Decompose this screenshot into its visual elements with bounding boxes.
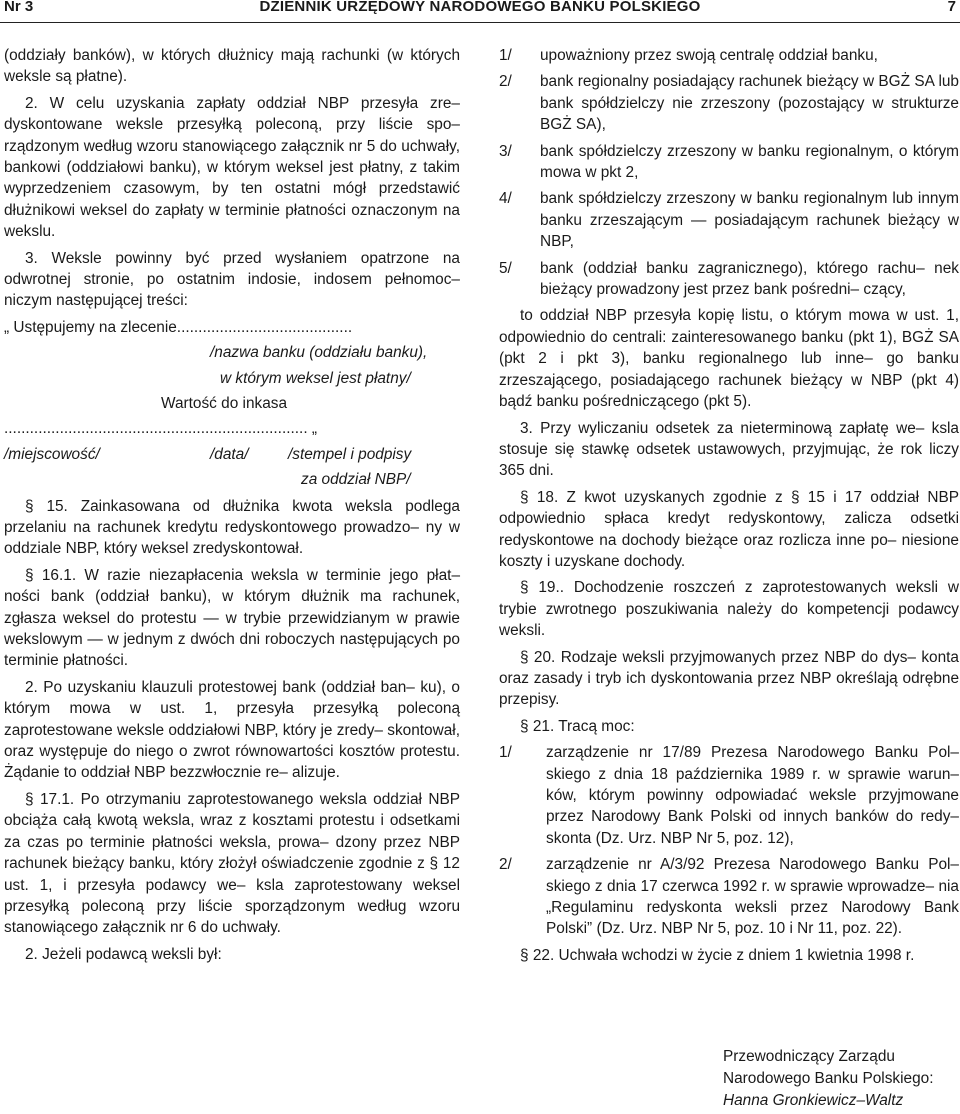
list-item: 1/ upoważniony przez swoją centralę oddział banku,: [499, 47, 878, 64]
list-item: 3/ bank spółdzielczy zrzeszony w banku regionalnym, o którym mowa w pkt 2,: [499, 142, 959, 182]
paragraph: to oddział NBP przesyła kopię listu, o którym mowa w ust. 1, odpowiednio do centrali: zainteresowanego banku (pkt 1), BGŻ SA (pkt 2 i pkt 3), banku regionalnego lub inne– go banku zrzeszającego, posiadającego rachunek bieżący w NBP (pkt 4) bądź banku pośredniczącego (pkt 5).: [499, 307, 959, 411]
paragraph: § 17.1. Po otrzymaniu zaprotestowanego weksla oddział NBP obciąża całą kwotą weksla, wraz z kosztami protestu i odsetkami za czas po terminie płatności weksla, prowa– dzony przez NBP rachunek bieżący banku, który złożył oświadczenie zgodnie z § 12 ust. 1, i przesyła podawcy we– ksla zaprotestowany weksel przesyłką poleconą przy liście sporządzonym według wzoru stanowiącego załącznik nr 6 do uchwały.: [4, 790, 460, 937]
paragraph: § 16.1. W razie niezapłacenia weksla w terminie jego płat– ności bank (oddział banku), w którym dłużnik ma rachunek, zgłasza weksel do protestu — w trybie przewidzianym w prawie wekslowym — w jednym z dwóch dni roboczych następujących po terminie płatności.: [4, 566, 460, 670]
list-item: 4/ bank spółdzielczy zrzeszony w banku regionalnym lub innym banku zrzeszającym — posiadającym rachunek bieżący w NBP,: [499, 190, 959, 251]
page-header: [0, 0, 960, 23]
paragraph: § 20. Rodzaje weksli przyjmowanych przez NBP do dys– konta oraz zasady i tryb ich dyskontowania przez NBP określają odrębne przepisy.: [499, 648, 959, 709]
paragraph: 2. Po uzyskaniu klauzuli protestowej bank (oddział ban– ku), o którym mowa w ust. 1, przesyła przesyłką poleconą zaprotestowane weksle oddziałowi NBP, który je zredy– skontował, oraz występuje do niego o zwrot równowartości kosztów protestu. Żądanie to oddział NBP bezzwłocznie re– alizuje.: [4, 678, 460, 782]
left-column: [4, 45, 460, 965]
form-place: /miejscowość/: [4, 445, 100, 463]
form-stamp: /stempel i podpisy: [288, 445, 412, 463]
right-column: [499, 45, 959, 966]
paragraph: § 15. Zainkasowana od dłużnika kwota weksla podlega przelaniu na rachunek kredytu redyskontowego prowadzo– ny w oddziale NBP, który weksel zredyskontował.: [4, 497, 460, 558]
form-line: w którym weksel jest płatny/: [220, 369, 411, 387]
list-item: 2/ zarządzenie nr A/3/92 Prezesa Narodowego Banku Pol– skiego z dnia 17 czerwca 1992 r. w sprawie wprowadze– nia „Regulaminu redyskonta weksli przez Narodowy Bank Polski” (Dz. Urz. NBP Nr 5, poz. 10 i Nr 11, poz. 22).: [499, 856, 959, 938]
page-number-right: 7: [947, 0, 956, 15]
paragraph: 3. Weksle powinny być przed wysłaniem opatrzone na odwrotnej stronie, po ostatnim indosie, indosem pełnomoc– niczym następującej treści:: [4, 249, 460, 310]
signatory-name: Hanna Gronkiewicz–Waltz: [723, 1092, 904, 1109]
paragraph: § 18. Z kwot uzyskanych zgodnie z § 15 i 17 oddział NBP odpowiednio spłaca kredyt redyskontowy, zalicza odsetki redyskontowe na dochody bieżące oraz rozlicza inne po– niesione koszty i uzyskane dochody.: [499, 488, 959, 570]
paragraph: § 21. Tracą moc:: [520, 717, 635, 735]
journal-title: DZIENNIK URZĘDOWY NARODOWEGO BANKU POLSKIEGO: [259, 0, 701, 15]
paragraph: 3. Przy wyliczaniu odsetek za nieterminową zapłatę we– ksla stosuje się stawkę odsetek ustawowych, przyjmując, że rok liczy 365 dni.: [499, 419, 959, 480]
paragraph: 2. Jeżeli podawcą weksli był:: [25, 945, 222, 963]
list-item: 1/ zarządzenie nr 17/89 Prezesa Narodowego Banku Pol– skiego z dnia 18 października 1989 r. w sprawie warun– ków, którym powinny odpowiadać weksle przyjmowane przez Narodowy Bank Polski od innych banków do redy– skonta (Dz. Urz. NBP Nr 5, poz. 12),: [499, 744, 959, 847]
paragraph: § 22. Uchwała wchodzi w życie z dniem 1 kwietnia 1998 r.: [520, 946, 915, 964]
signature-line: Przewodniczący Zarządu: [723, 1048, 895, 1065]
signature-line: Narodowego Banku Polskiego:: [723, 1070, 934, 1087]
list-item: 2/ bank regionalny posiadający rachunek bieżący w BGŻ SA lub bank spółdzielczy nie zrzeszony (pozostający w strukturze BGŻ SA),: [499, 73, 959, 134]
signature-block: [723, 1046, 933, 1112]
paragraph: 2. W celu uzyskania zapłaty oddział NBP przesyła zre– dyskontowane weksle przesyłką poleconą, przy liście spo– rządzonym według wzoru stanowiącego załącznik nr 5 do uchwały, bankowi (oddziałowi banku), w którym weksel jest płatny, z takim wyprzedzeniem czasowym, by ten ostatni mógł przedstawić dłużnikowi weksel do zapłaty w terminie płatności oznaczonym na wekslu.: [4, 94, 460, 241]
form-line: Wartość do inkasa: [161, 395, 288, 413]
form-line: /nazwa banku (oddziału banku),: [210, 344, 428, 362]
form-date: /data/: [210, 445, 249, 463]
form-line: ....................................................................... „: [4, 420, 317, 438]
form-line: za oddział NBP/: [301, 471, 411, 489]
form-line: „ Ustępujemy na zlecenie.........................................: [4, 318, 353, 336]
list-item: 5/ bank (oddział banku zagranicznego), którego rachu– nek bieżący prowadzony jest przez bank pośredni– czący,: [499, 259, 959, 299]
paragraph: (oddziały banków), w których dłużnicy mają rachunki (w których weksle są płatne).: [4, 47, 460, 86]
page-number-left: Nr 3: [4, 0, 34, 15]
endorsement-form: [4, 317, 460, 491]
paragraph: § 19.. Dochodzenie roszczeń z zaprotestowanych weksli w trybie zwrotnego poszukiwania należy do kompetencji podawcy weksli.: [499, 579, 959, 640]
